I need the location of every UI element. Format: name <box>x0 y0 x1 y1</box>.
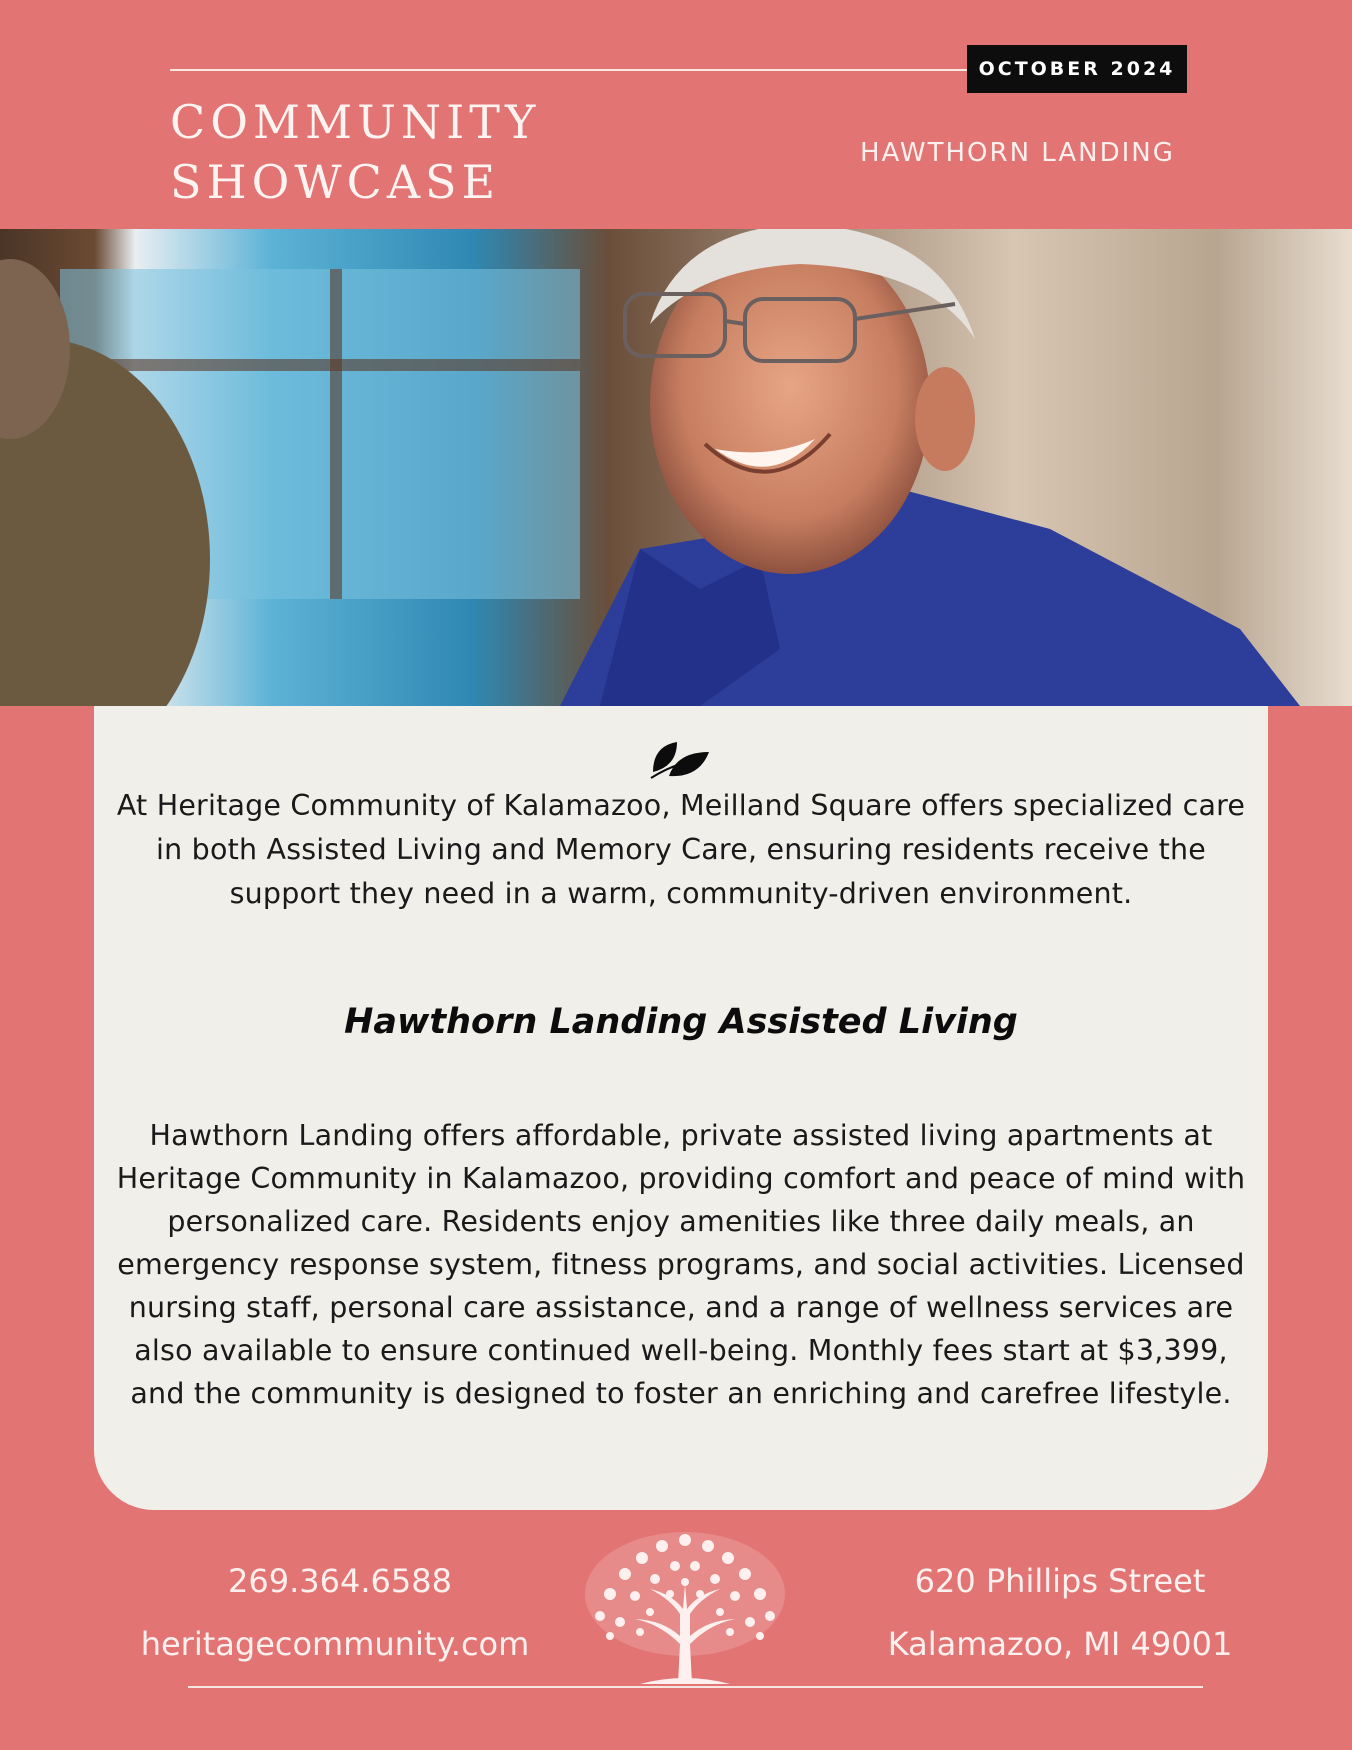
section-heading: Hawthorn Landing Assisted Living <box>344 1002 1018 1042</box>
title-line-2: showcase <box>170 137 501 214</box>
city-address: Kalamazoo, MI 49001 <box>887 1625 1233 1663</box>
website-link[interactable]: heritagecommunity.com <box>140 1625 530 1663</box>
phone-number[interactable]: 269.364.6588 <box>228 1562 452 1600</box>
header-rule <box>170 69 970 71</box>
hero-photo <box>0 229 1352 706</box>
footer-rule <box>188 1686 1203 1688</box>
tree-logo-icon <box>580 1524 790 1686</box>
description-paragraph: Hawthorn Landing offers affordable, private assisted living apartments at Heritage Community in Kalamazoo, providing comfort and peace of mind with personalized care. Residents enjoy amenities like three daily meals, an emergency response system, fitness programs, and social activities. Licensed nursing staff, personal care assistance, and a range of wellness services are also available to ensure continued well-being. Monthly fees start at $3,399, and the community is designed to foster an enriching and carefree lifestyle. <box>116 1119 1246 1410</box>
hero-photo-illustration <box>0 229 1352 706</box>
street-address: 620 Phillips Street <box>914 1562 1206 1600</box>
newsletter-title <box>170 77 541 214</box>
date-badge: OCTOBER 2024 <box>967 45 1187 93</box>
community-name: HAWTHORN LANDING <box>860 138 1175 168</box>
intro-paragraph: At Heritage Community of Kalamazoo, Meilland Square offers specialized care in both Assisted Living and Memory Care, ensuring residents receive the support they need in a warm, community-driven environment. <box>116 789 1246 910</box>
leaf-icon <box>647 738 713 782</box>
title-line-1: community <box>170 77 541 154</box>
